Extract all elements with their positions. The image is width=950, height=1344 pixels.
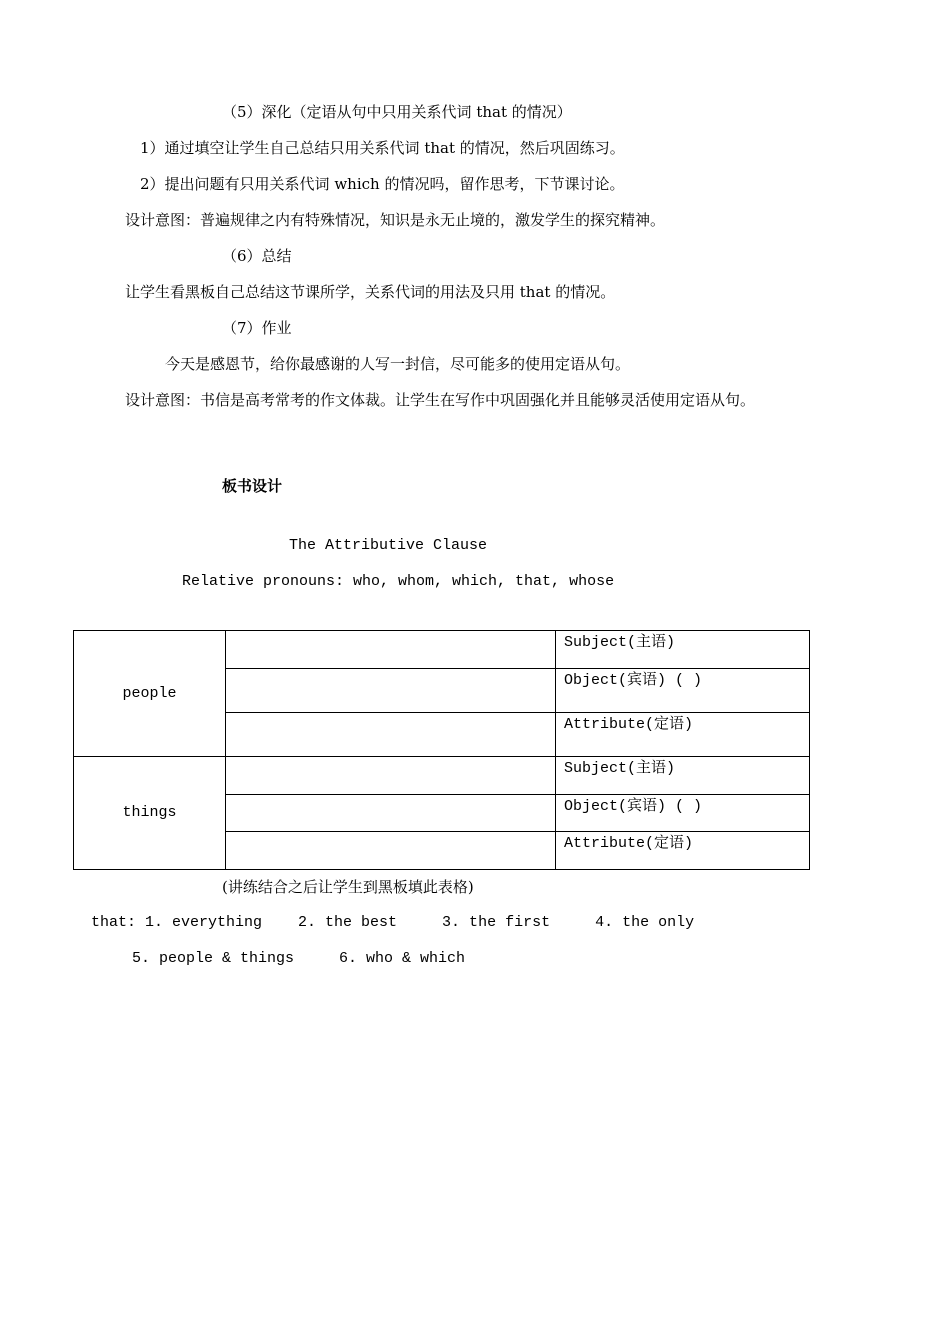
step6-text: 让学生看黑板自己总结这节课所学，关系代词的用法及只用 that 的情况。 [125, 283, 616, 301]
step5-design-intent: 设计意图：普遍规律之内有特殊情况，知识是永无止境的，激发学生的探究精神。 [125, 211, 666, 229]
step5-heading: （5）深化（定语从句中只用关系代词 that 的情况） [222, 103, 572, 121]
step5-item-2: 2）提出问题有只用关系代词 which 的情况吗，留作思考，下节课讨论。 [140, 175, 625, 193]
blank-cell [226, 713, 556, 757]
blank-cell [226, 832, 556, 870]
step7-heading: （7）作业 [222, 319, 292, 337]
blank-cell [226, 669, 556, 713]
role-cell: Object(宾语) ( ) [556, 795, 810, 832]
table-note: (讲练结合之后让学生到黑板填此表格) [222, 878, 474, 896]
that-cases-line-1: that: 1. everything 2. the best 3. the first 4. the only [91, 914, 695, 931]
role-cell: Object(宾语) ( ) [556, 669, 810, 713]
board-title: The Attributive Clause [289, 537, 488, 554]
step7-design-intent: 设计意图：书信是高考常考的作文体裁。让学生在写作中巩固强化并且能够灵活使用定语从句。 [125, 391, 756, 409]
step6-heading: （6）总结 [222, 247, 292, 265]
relative-pronouns-line: Relative pronouns: who, whom, which, that, whose [182, 573, 615, 590]
board-design-heading: 板书设计 [222, 477, 283, 495]
role-cell: Subject(主语) [556, 631, 810, 669]
group-label-people: people [74, 631, 226, 757]
blank-cell [226, 631, 556, 669]
board-table [73, 630, 810, 870]
blank-cell [226, 757, 556, 795]
step7-text: 今天是感恩节，给你最感谢的人写一封信，尽可能多的使用定语从句。 [165, 355, 631, 373]
table-row [74, 757, 810, 795]
that-cases-line-2: 5. people & things 6. who & which [132, 950, 466, 967]
role-cell: Attribute(定语) [556, 832, 810, 870]
step5-item-1: 1）通过填空让学生自己总结只用关系代词 that 的情况，然后巩固练习。 [140, 139, 625, 157]
blank-cell [226, 795, 556, 832]
group-label-things: things [74, 757, 226, 870]
role-cell: Attribute(定语) [556, 713, 810, 757]
table-row [74, 631, 810, 669]
role-cell: Subject(主语) [556, 757, 810, 795]
